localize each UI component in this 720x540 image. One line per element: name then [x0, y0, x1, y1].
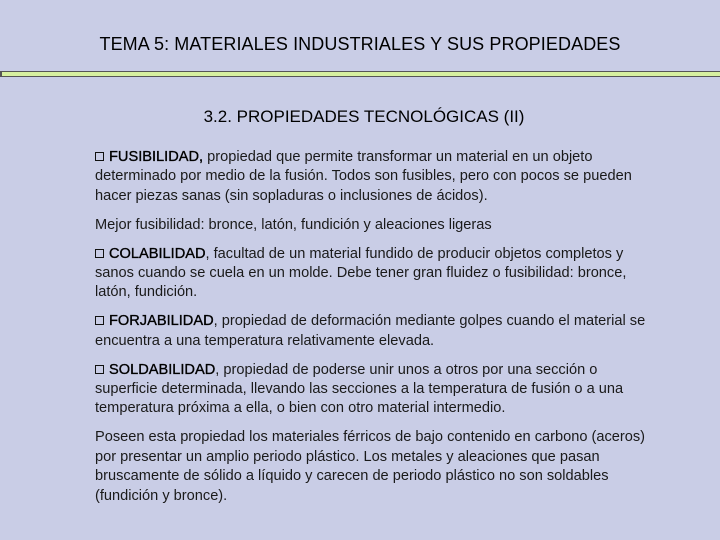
term-forjabilidad: FORJABILIDAD: [109, 313, 214, 330]
term-colabilidad: COLABILIDAD: [109, 245, 206, 262]
paragraph-text: Mejor fusibilidad: bronce, latón, fundición y aleaciones ligeras: [95, 216, 492, 233]
term-fusibilidad: FUSIBILIDAD,: [109, 149, 204, 165]
checkbox-bullet-icon: [95, 316, 104, 325]
paragraph-soldabilidad: [95, 361, 655, 419]
checkbox-bullet-icon: [95, 249, 104, 258]
paragraph-fusibilidad: [95, 148, 655, 206]
paragraph-text: , propiedad de poderse unir unos a otros por una sección o superficie determinada, llevando las secciones a la temperatura de fusión o a una temperatura próxima a ella, o bien con otro material intermedio.: [95, 361, 624, 417]
checkbox-bullet-icon: [95, 152, 104, 161]
paragraph-forjabilidad: [95, 312, 655, 351]
paragraph-soldables: [95, 428, 655, 506]
paragraph-text: , facultad de un material fundido de producir objetos completos y sanos cuando se cuela en un molde. Debe tener gran fluidez o fusibilidad: bronce, latón, fundición.: [95, 245, 627, 301]
title-divider-cap: [0, 71, 2, 77]
section-heading: 3.2. PROPIEDADES TECNOLÓGICAS (II): [203, 107, 525, 126]
paragraph-colabilidad: [95, 245, 655, 303]
title-divider-bar: [0, 71, 720, 77]
paragraph-text: Poseen esta propiedad los materiales férricos de bajo contenido en carbono (aceros) por presentar un amplio periodo plástico. Los metales y aleaciones que pasan bruscamente de sólido a líquido y carecen de periodo plástico no son soldables (fundición y bronce).: [95, 429, 646, 504]
paragraph-text: propiedad que permite transformar un material en un objeto determinado por medio de la fusión. Todos son fusibles, pero con pocos se pueden hacer piezas sanas (sin sopladuras o inclusiones de ácidos).: [95, 149, 632, 204]
slide-title: TEMA 5: MATERIALES INDUSTRIALES Y SUS PROPIEDADES: [99, 34, 621, 54]
checkbox-bullet-icon: [95, 365, 104, 374]
paragraph-text: , propiedad de deformación mediante golpes cuando el material se encuentra a una temperatura relativamente elevada.: [95, 313, 646, 349]
term-soldabilidad: SOLDABILIDAD: [109, 361, 216, 378]
content-body: [95, 148, 655, 516]
paragraph-mejor-fusibilidad: [95, 216, 655, 235]
